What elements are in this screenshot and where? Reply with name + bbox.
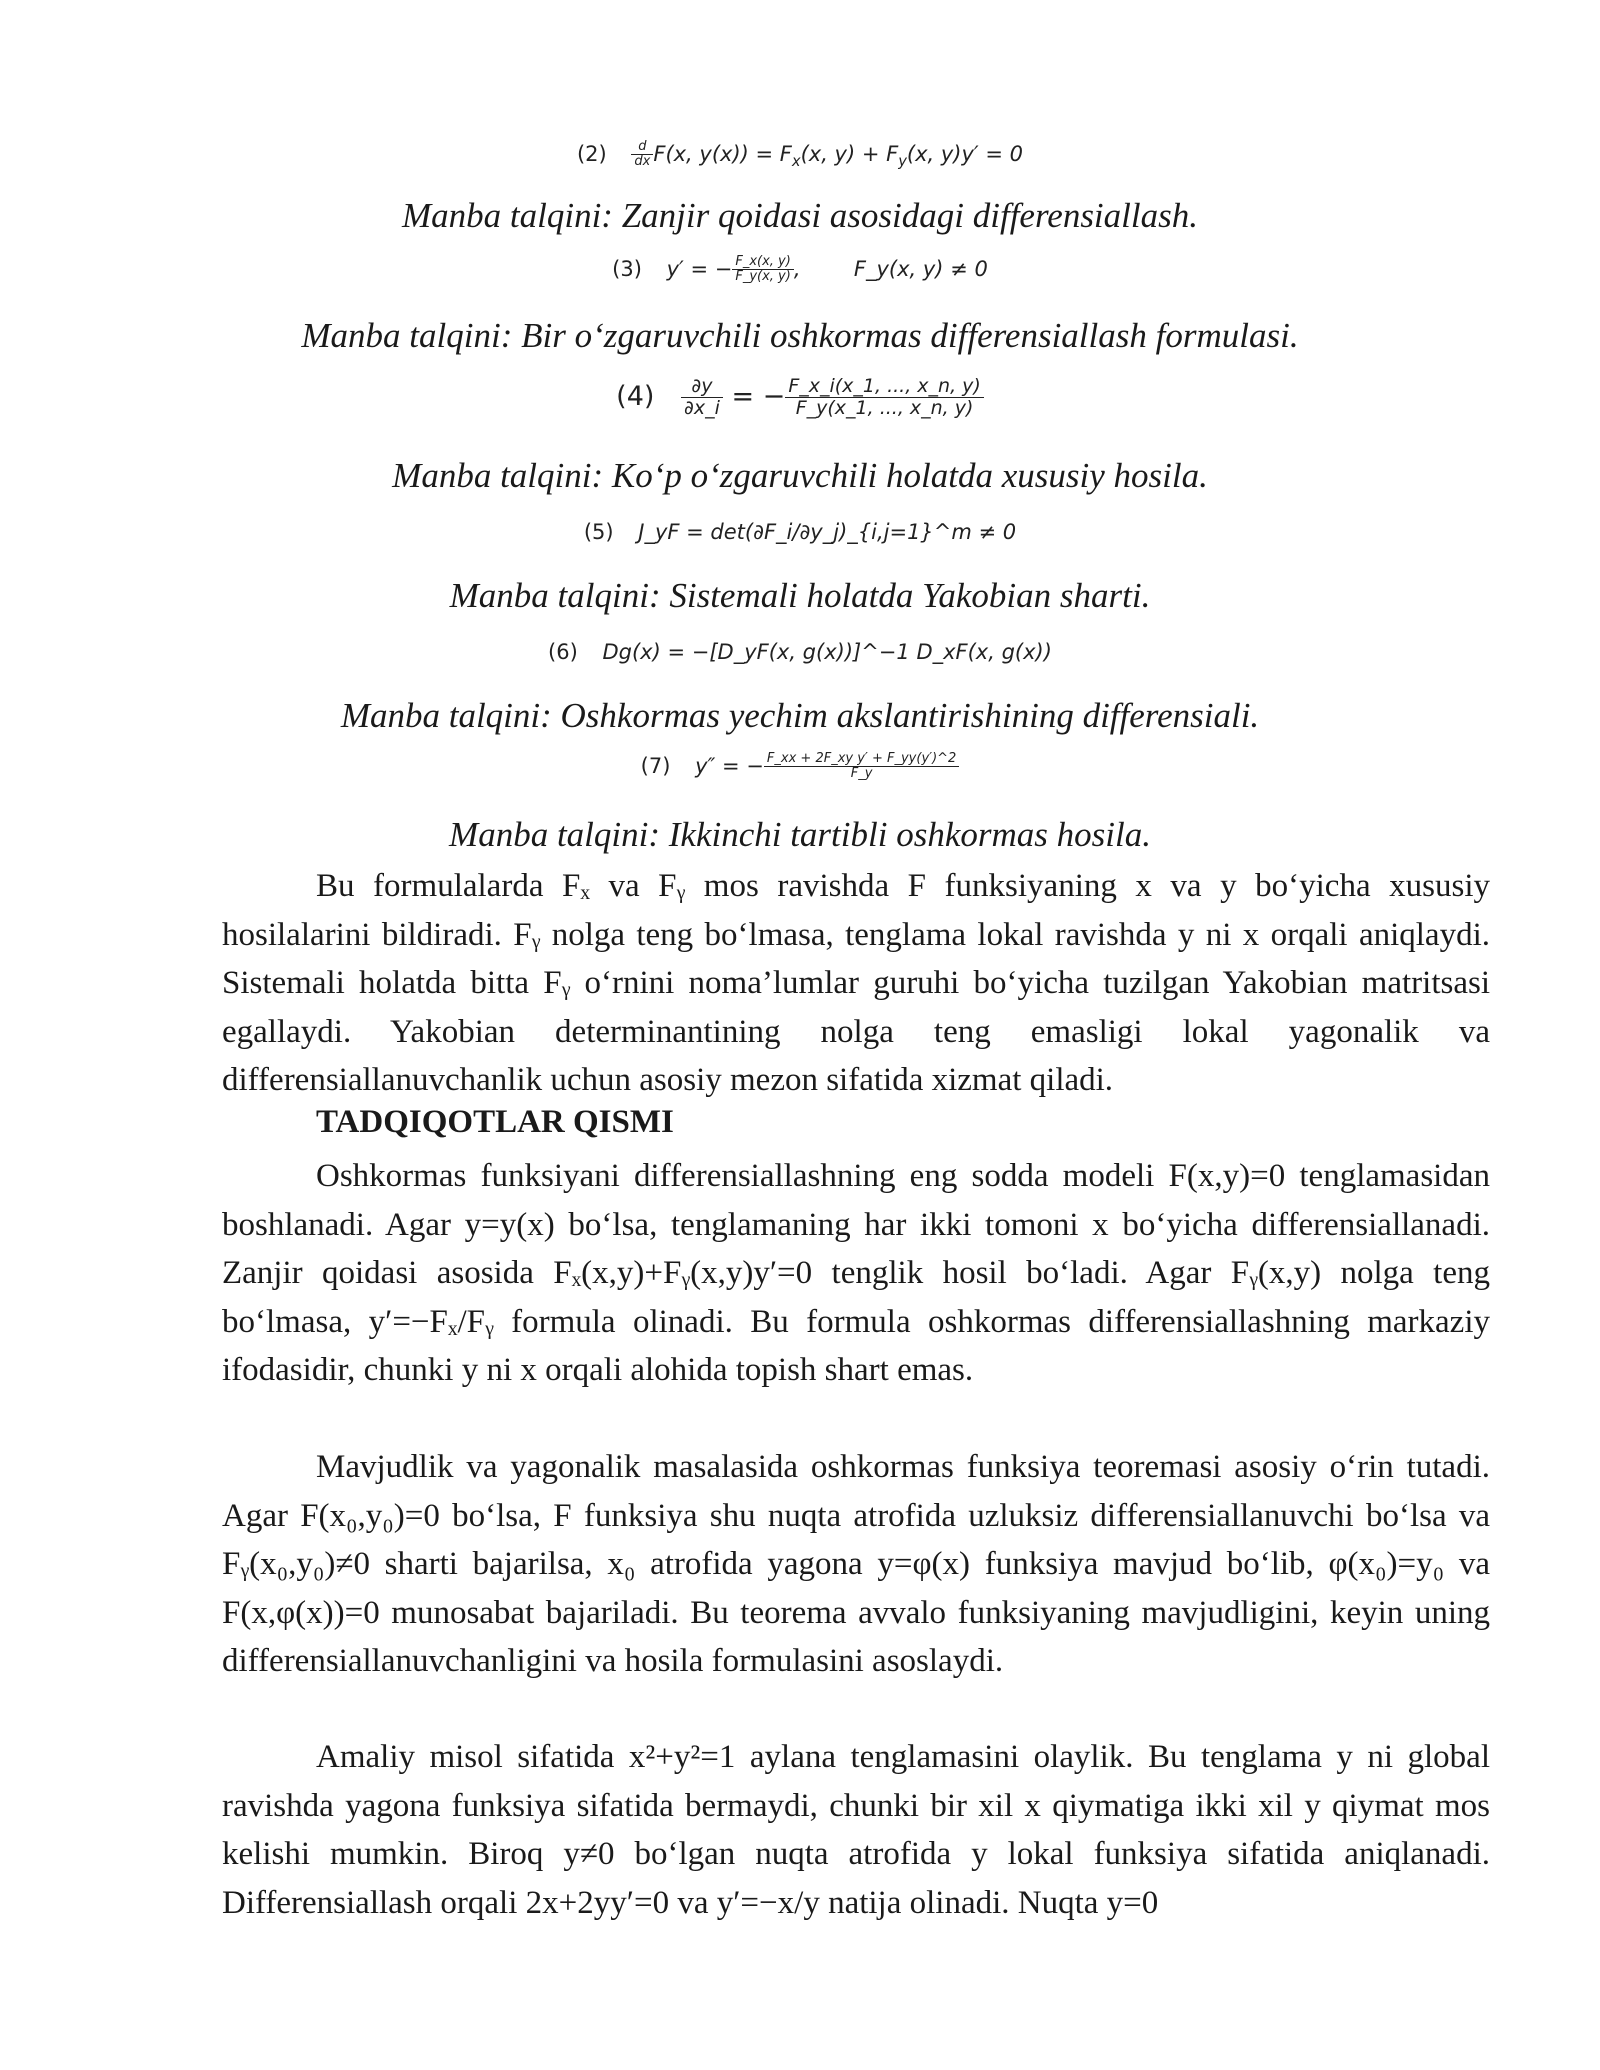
body-paragraph: Oshkormas funksiyani differensiallashning eng sodda modeli F(x,y)=0 tenglamasidan boshlanadi. Agar y=y(x) bo‘lsa, tenglamaning har ikki tomoni x bo‘yicha differensiallanadi. Zanjir qoidasi asosida Fₓ(x,y)+Fᵧ(x,y)y′=0 tenglik hosil bo‘ladi. Agar Fᵧ(x,y) nolga teng bo‘lmasa, y′=−Fₓ/Fᵧ formula olinadi. Bu formula oshkormas differensiallashning markaziy ifodasidir, chunki y ni x orqali alohida topish shart emas.: [222, 1158, 1490, 1388]
formula-number: (2): [576, 141, 607, 166]
formula-caption: Manba talqini: Oshkormas yechim akslantirishining differensiali.: [340, 696, 1260, 735]
fraction: $\frac{F\_x(x, y)}{F\_y(x, y)}$: [732, 255, 793, 285]
formula-caption: Manba talqini: Ikkinchi tartibli oshkormas hosila.: [449, 815, 1151, 854]
formula-number: (6): [548, 640, 578, 664]
formula-caption: Manba talqini: Sistemali holatda Yakobian sharti.: [449, 576, 1151, 615]
formula-number: (4): [616, 380, 655, 412]
formula-caption: Manba talqini: Bir o‘zgaruvchili oshkormas differensiallash formulasi.: [301, 316, 1299, 355]
formula-5: (5) J_yF = det(∂F_i/∂y_j)_{i,j=1}^m ≠ 0: [583, 520, 1017, 544]
formula-number: (5): [583, 520, 614, 544]
body-paragraph: Mavjudlik va yagonalik masalasida oshkormas funksiya teoremasi asosiy o‘rin tutadi. Agar F(x₀,y₀)=0 bo‘lsa, F funksiya shu nuqta atrofida uzluksiz differensiallanuvchi bo‘lsa va Fᵧ(x₀,y₀)≠0 sharti bajarilsa, x₀ atrofida yagona y=φ(x) funksiya mavjud bo‘lib, φ(x₀)=y₀ va F(x,φ(x))=0 munosabat bajariladi. Bu teorema avvalo funksiyaning mavjudligini, keyin uning differensiallanuvchanligini va hosila formulasini asoslaydi.: [222, 1449, 1490, 1679]
formula-number: (3): [612, 256, 642, 281]
formula-2: (2) $\frac{d}{dx}$ F(x, $y(x)) = F_x(x$, $y) + F_y(x$, y)y′ = 0: [576, 139, 1024, 170]
fraction: $\frac{\text{F\_xx + 2F\_xy y′ + F\_yy(y′)\textasciicircum{}2}}{F\_y}$: [764, 752, 959, 782]
body-paragraph: Bu formulalarda Fₓ va Fᵧ mos ravishda F funksiyaning x va y bo‘yicha xususiy hosilalarini bildiradi. Fᵧ nolga teng bo‘lmasa, tenglama lokal ravishda y ni x orqali aniqlaydi. Sistemali holatda bitta Fᵧ o‘rnini noma’lumlar guruhi bo‘yicha tuzilgan Yakobian matritsasi egallaydi. Yakobian determinantining nolga teng emasligi lokal yagonalik va differensiallanuvchanlik uchun asosiy mezon sifatida xizmat qiladi.: [222, 868, 1490, 1098]
formula-number: (7): [640, 753, 671, 778]
formula-caption: Manba talqini: Ko‘p o‘zgaruvchili holatda xususiy hosila.: [392, 456, 1208, 495]
body-paragraph: Amaliy misol sifatida x²+y²=1 aylana tenglamasini olaylik. Bu tenglama y ni global ravishda yagona funksiya sifatida bermaydi, chunki bir xil x qiymatiga ikki xil y qiymat mos kelishi mumkin. Biroq y≠0 bo‘lgan nuqta atrofida y lokal funksiya sifatida aniqlanadi. Differensiallash orqali 2x+2yy′=0 va y′=−x/y natija olinadi. Nuqta y=0: [222, 1739, 1490, 1921]
formula-7: (7) y″ = − $\frac{\text{F\_xx + 2F\_xy y′ + F\_yy(y′)\textasciicircum{}2}}{F\_y}$: [0, 752, 1600, 782]
derivative-operator: $\frac{d}{dx}$: [631, 140, 653, 170]
section-heading: TADQIQOTLAR QISMI: [316, 1104, 674, 1140]
formula-3: (3) y′ = − $\frac{F\_x(x, y)}{F\_y(x, y)}$ , F_y(x, y) ≠ 0: [612, 254, 988, 285]
formula-caption: Manba talqini: Zanjir qoidasi asosidagi differensiallash.: [402, 196, 1198, 235]
formula-4: (4) $\frac{\partial y}{\partial x\_i}$ = − $\frac{F\_x\_i(x\_1, ..., x\_n, y)}{F\_y(x\_1, ..., x\_n, y)}$: [0, 376, 1600, 419]
fraction: $\frac{\partial y}{\partial x\_i}$: [681, 376, 723, 419]
formula-6: (6) Dg(x) = −[D_yF(x, g(x))]^−1 D_xF(x, g(x)): [548, 640, 1052, 664]
fraction: $\frac{F\_x\_i(x\_1, ..., x\_n, y)}{F\_y(x\_1, ..., x\_n, y)}$: [785, 376, 984, 419]
